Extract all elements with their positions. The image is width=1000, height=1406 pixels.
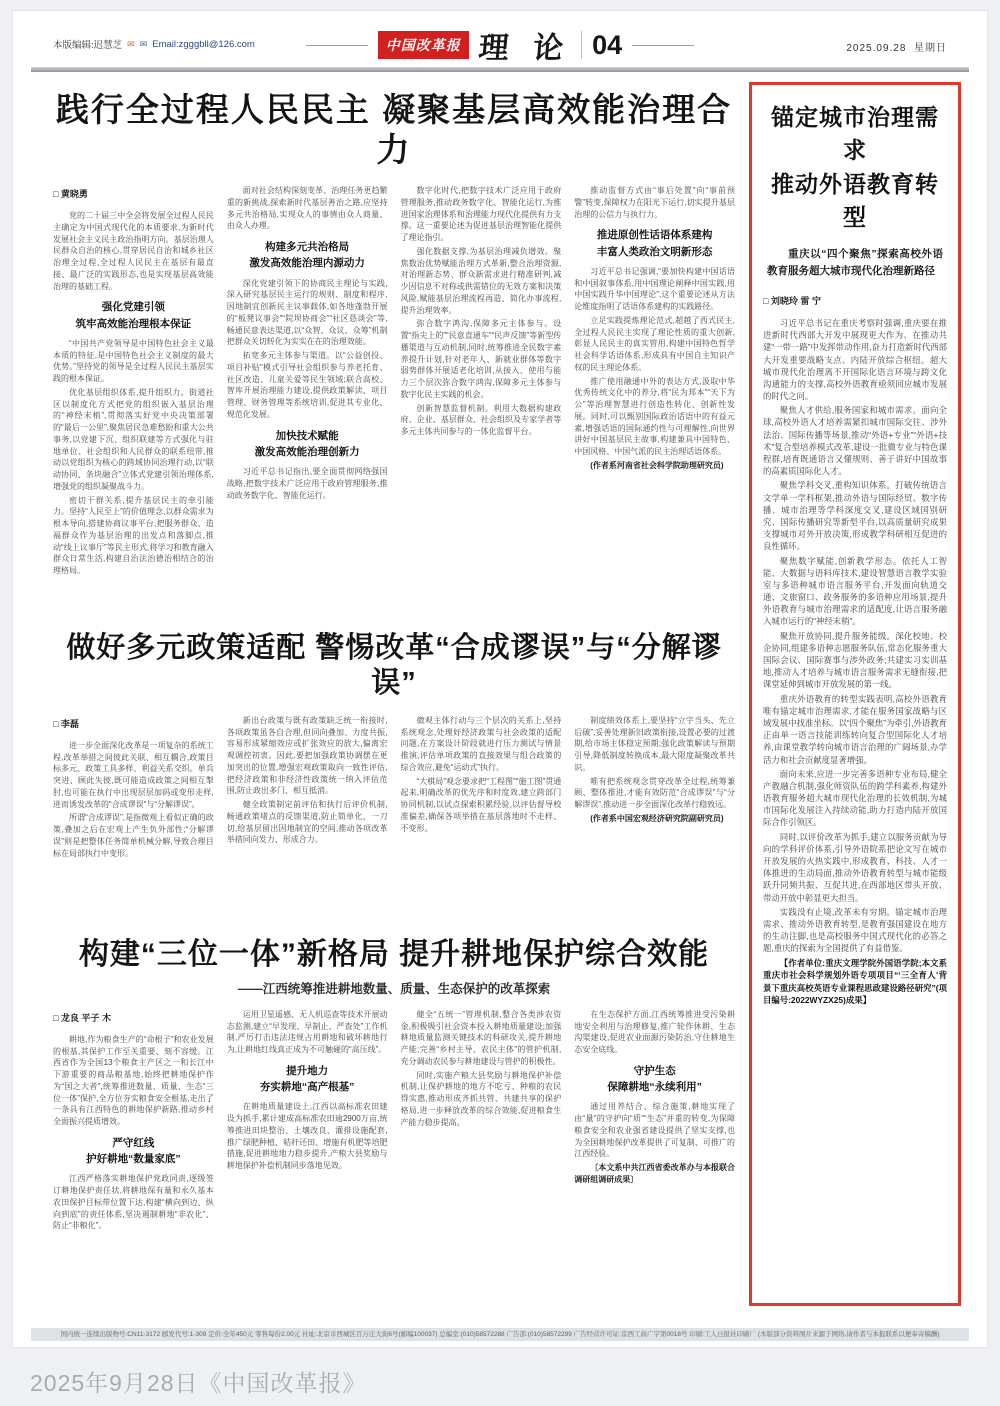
left-articles (53, 82, 735, 1348)
article-columns (53, 715, 735, 921)
red-article-title: 锚定城市治理需求 推动外语教育转型 (771, 104, 939, 231)
article-paragraph: 同时,实施产粮大县奖励与耕地保护补偿机制,让保护耕地的地方不吃亏、种粮的农民得实惠,推动形成齐抓共管、共建共享的保护格局,进一步释放改革的综合效能,促进粮食生产能力稳步提高。 (400, 1070, 562, 1127)
article-column (53, 185, 214, 613)
column-subhead: 守护生态 保障耕地“永续利用” (607, 1064, 702, 1094)
article-paragraph: 耕地,作为粮食生产的“命根子”和农业发展的根基,其保护工作至关重要、刻不容缓。江西省作为全国13个粮食主产区之一和长江中下游重要的商品粮基地,始终把耕地保护作为“国之大者”,统筹推进数量、质量、生态“三位一体”保护,全方位夯实粮食安全根基,走出了一条具有江西特色的耕地保护新路,推动乡村全面振兴提质增效。 (53, 1034, 214, 1127)
red-article-paragraph: 聚焦数字赋能,创新教学形态。依托人工智能、大数据与语料库技术,建设智慧语言教学实验室与多语种城市语言服务平台,开发面向轨道交通、文旅窗口、政务服务的多语种应用场景,提升外语教育与城市治理需求的适配度,让语言服务融入城市运行的“神经末梢”。 (763, 555, 947, 627)
article-subtitle: ——江西统筹推进耕地数量、质量、生态保护的改革探索 (237, 981, 551, 996)
article-paragraph: 优化基层组织体系,提升组织力。街道社区以制度化方式把党的组织嵌入基层治理的“神经末梢”,贯彻落实好党中央决策部署的“最后一公里”,聚焦居民急难愁盼和重大公共事务,以党建下沉、组织联建等方式强化与驻地单位、社会组织和人民群众的联系纽带,推动以党组织为核心的跨域协同治理行动,以“联动协同、条块融合”立体式党建引领治理体系,增强党的组织凝聚战斗力。 (53, 387, 214, 491)
article-paragraph: 深化党建引领下的协商民主理论与实践,深入研究基层民主运行的规则、制度和程序,因地制宜创新民主议事载体,如各地蓬勃开展的“板凳议事会”“院坝协商会”“社区恳谈会”等,畅通民意表达渠道,以“众智、众议、众筹”机制把群众关切转化为实实在在的治理效能。 (226, 278, 388, 347)
publication-info-line: 国内统一连续出版物号:CN11-3172 邮发代号:1-309 定价:全年450元 零售每份2.00元 社址:北京市西城区百万庄大街6号(邮编100037) 总编室:(010)58572288 广告部:(010)58572299 广告经营许可证:京西工商广字第0018号 印刷:工人日报社印刷厂 (本版部分资料图片来源于网络,请作者与本报联系以便奉寄稿酬) (31, 1328, 969, 1341)
article-paragraph: 立足实践提炼理论范式,超越了西式民主,全过程人民民主实现了理论性质的重大创新,彰显人民民主的真实管用,构建中国特色哲学社会科学话语体系,形成具有中国自主知识产权的民主理论体系。 (574, 315, 735, 372)
red-article-paragraph: 聚焦开放协同,提升服务能级。深化校地、校企协同,组建多语种志愿服务队伍,常态化服务重大国际会议、国际赛事与涉外政务;共建实习实训基地,推动人才培养与城市语言服务需求无缝衔接,把课堂延伸到城市开放发展的第一线。 (763, 630, 947, 690)
article-paragraph: 健全“五统一”管理机制,整合各类涉农资金,积极吸引社会资本投入耕地质量建设;加强耕地质量监测关键技术的科研攻关,提升耕地产能;完善“乡村主导、农民主体”的管护机制,充分调动农民参与耕地建设与管护的积极性。 (400, 1009, 562, 1066)
article-column (574, 185, 735, 613)
article-farmland (53, 937, 735, 1348)
article-author: □ 黄晓勇 (53, 189, 88, 200)
masthead-row (13, 23, 987, 67)
bottom-caption: 2025年9月28日《中国改革报》 (30, 1370, 367, 1396)
red-article-author: □ 刘晓玲 雷 宁 (763, 295, 821, 306)
page-number: 04 (592, 29, 623, 60)
page-header (13, 11, 987, 67)
article-paragraph: 推广使用融通中外的表达方式,汲取中华优秀传统文化中的养分,将“民为邦本”“天下为公”等治理智慧进行创造性转化、创新性发展。同时,可以甄别国际政治话语中的有益元素,增强话语的国际通约性与可理解性,向世界讲好中国基层民主故事,构建兼具中国特色、中国风格、中国气派的民主治理话语体系。 (574, 376, 735, 457)
article-paragraph: 强化数据支撑,为基层治理减负增效。聚焦数治优势赋能治理方式革新,整合治理资源,对治理新态势、群众新需求进行精准研判,减少因信息不对称或供需错位的无效方案和决策风险,赋能基层治理流程再造、简化办事流程,提升治理效率。 (400, 246, 562, 315)
red-article-paragraph: 习近平总书记在重庆考察时强调,重庆要在推进新时代西部大开发中展现更大作为、在推动共建“一带一路”中发挥带动作用,奋力打造新时代西部大开发重要战略支点、内陆开放综合枢纽。超大城市现代化治理离不开国际化语言环境与跨文化沟通能力的支撑,高校外语教育亟须回应城市发展的时代之问。 (763, 317, 947, 402)
article-paragraph: 进一步全面深化改革是一项复杂的系统工程,改革举措之间彼此关联、相互耦合,政策目标多元、政策工具多样、利益关系交织。单兵突进、顾此失彼,既可能造成政策之间相互掣肘,也可能在执行中出现层层加码或变形走样,进而诱发改革的“合成谬误”与“分解谬误”。 (53, 740, 214, 809)
article-columns (53, 185, 735, 613)
article-columns (53, 1009, 735, 1348)
column-subhead: 严守红线 护好耕地“数量家底” (86, 1136, 181, 1166)
article-paragraph: 习近平总书记强调,“要加快构建中国话语和中国叙事体系,用中国理论阐释中国实践,用中国实践升华中国理论”,这个重要论述从方法论维度指明了话语体系建构的实践路径。 (574, 266, 735, 312)
article-paragraph: “大棋局”观念要求把“工程图”“施工图”贯通起来,明确改革的优先序和时度效,建立跨部门协同机制,以试点探索积累经验,以评估督导校准偏差,确保各项举措在基层落地时不走样、不变形。 (400, 776, 562, 833)
article-endnote: 〔本文系中共江西省委改革办与本报联合调研组调研成果〕 (574, 1163, 735, 1184)
article-column (53, 715, 214, 921)
red-article-subtitle: 重庆以“四个聚焦”探索高校外语教育服务超大城市现代化治理新路径 (767, 248, 943, 278)
article-headline: 做好多元政策适配 警惕改革“合成谬误”与“分解谬误” (66, 632, 722, 699)
column-subhead: 提升地力 夯实耕地“高产根基” (259, 1064, 355, 1094)
red-article-paragraph: 面向未来,应进一步完善多语种专业布局,健全产教融合机制,强化师资队伍的跨学科素养,构建外语教育服务超大城市现代化治理的长效机制,为城市国际化发展注入持续动能,助力打造内陆开放国际合作引领区。 (763, 768, 947, 828)
article-paragraph: 新出台政策与既有政策缺乏统一衔接时,各项政策虽各自合理,但同向叠加、力度共振,容易形成紧缩效应或扩张效应的放大,偏离宏观调控初衷。因此,要把加强政策协调摆在更加突出的位置,增强宏观政策取向一致性评估,把经济政策和非经济性政策统一纳入评估范围,防止政出多门、相互抵消。 (226, 715, 388, 796)
article-headline: 践行全过程人民民主 凝聚基层高效能治理合力 (55, 91, 733, 168)
mail-icon: ✉ (127, 38, 135, 49)
article-paragraph: 拓宽多元主体参与渠道。以“公益创投、项目补贴”模式引导社会组织参与养老托育、社区改造、儿童关爱等民生领域;联合高校、智库开展治理能力建设,提供政策解读、项目管理、财务管理等系统培训,促进其专业化、规范化发展。 (226, 351, 388, 419)
article-paragraph: 健全政策制定前评估和执行后评价机制,畅通政策堵点的反馈渠道,防止简单化、一刀切,给基层留出因地制宜的空间,推动各项改革举措同向发力、形成合力。 (226, 800, 388, 845)
newspaper-logo: 中国改革报 (378, 31, 469, 59)
header-rule-left (306, 45, 368, 46)
article-column (574, 1009, 735, 1348)
article-paragraph: 弥合数字鸿沟,保障多元主体参与。设置“指尖上的”“民意直通车”“民声反馈”等新型传播渠道与互动机制,同时,统筹推进全民数字素养提升计划,针对老年人、新就业群体等数字弱势群体开展适老化培训,从接入、使用与能力三个层次弥合数字鸿沟,保障多元主体参与数字化民主实践的机会。 (400, 319, 562, 399)
column-subhead: 强化党建引领 筑牢高效能治理根本保证 (75, 301, 192, 330)
section-title: 理 论 (477, 32, 573, 65)
article-paragraph: 推动监督方式由“事后处置”向“事前预警”转变,保障权力在阳光下运行,切实提升基层治理的公信力与执行力。 (574, 186, 735, 219)
column-subhead: 加快技术赋能 激发高效能治理创新力 (254, 429, 360, 458)
article-paragraph: 制度绩效体系上,要坚持“立字当头、先立后破”,妥善处理新旧政策衔接,设置必要的过渡期,给市场主体稳定预期;强化政策解读与预期引导,降低制度转换成本,最大限度凝聚改革共识。 (574, 715, 735, 772)
article-column (53, 1009, 214, 1348)
red-article-fund-note: 【作者单位:重庆文理学院外国语学院;本文系重庆市社会科学规划外语专项项目“‘三全育人’背景下重庆高校英语专业课程思政建设路径研究”(项目编号:2022WYZX25)成果】 (763, 957, 947, 1006)
article-paragraph: 创新智慧监督机制。利用大数据构建政府、企业、基层群众、社会组织及专家学者等多元主体共同参与的一体化监督平台。 (400, 403, 562, 437)
column-subhead: 推进原创性话语体系建构 丰富人类政治文明新形态 (596, 229, 713, 258)
article-paragraph: 密切干群关系,提升基层民主的牵引能力。坚持“人民至上”的价值理念,以群众需求为根本导向,搭建协商议事平台,把服务群众、造福群众作为基层治理的出发点和落脚点,推动“线上议事厅”等民主形式,将学习和教育融入群众日常生活,构建自治法治德治相结合的治理格局。 (53, 495, 214, 576)
article-paragraph: “中国共产党领导是中国特色社会主义最本质的特征,是中国特色社会主义制度的最大优势。”坚持党的领导是全过程人民民主基层实践的根本保证。 (53, 338, 214, 384)
article-paragraph: 习近平总书记指出,要全面贯彻网络强国战略,把数字技术广泛应用于政府管理服务,推动政务数字化、智能化运行。 (226, 467, 388, 500)
red-article-paragraph: 聚焦学科交叉,重构知识体系。打破传统语言文学单一学科框架,推动外语与国际经贸、数字传播、城市治理等学科深度交叉,建设区域国别研究、国际传播研究等新型平台,以高质量研究成果支撑城市对外开放决策,形成教学科研相互促进的良性循环。 (763, 480, 947, 552)
editor-name: 本版编辑:迟慧芝 (53, 40, 123, 51)
red-boxed-article (749, 82, 961, 1306)
header-bar (31, 67, 969, 72)
article-author: □ 龙良 平子 木 (53, 1012, 111, 1023)
article-paragraph: 唯有把系统观念贯穿改革全过程,统筹兼顾、整体推进,才能有效防范“合成谬误”与“分解谬误”,推动进一步全面深化改革行稳致远。 (574, 776, 735, 810)
red-article-body (763, 317, 947, 1007)
article-paragraph: 通过用养结合、综合施策,耕地实现了由“量”的守护向“质”“生态”并重的转变,为保障粮食安全和农业强省建设提供了坚实支撑,也为全国耕地保护改革提供了可复制、可推广的江西经验。 (574, 1102, 735, 1159)
header-rule-right (632, 45, 694, 46)
article-paragraph: 在耕地质量建设上,江西以高标准农田建设为抓手,累计建成高标准农田逾2900万亩,统筹推进田块整治、土壤改良、灌排设施配套,推广绿肥种植、秸秆还田、增施有机肥等培肥措施,促进耕地地力稳步提升,产粮大县奖励与耕地保护补偿机制同步落地见效。 (226, 1102, 388, 1171)
article-policy-fallacy (53, 631, 735, 921)
article-column (227, 185, 388, 613)
column-subhead: 构建多元共治格局 激发高效能治理内源动力 (249, 241, 365, 270)
red-article-paragraph: 实践没有止境,改革未有穷期。锚定城市治理需求、推动外语教育转型,是教育强国建设在地方的生动注脚,也是高校服务中国式现代化的必答之题,重庆的探索为全国提供了有益借鉴。 (763, 906, 947, 954)
article-paragraph: 微观主体行动与三个层次的关系上,坚持系统观念,处理好经济政策与社会政策的适配问题,在方案设计阶段就进行压力测试与情景推演,评估单项政策的直接效果与组合政策的综合效应,避免“运动式”执行。 (400, 715, 562, 772)
article-column (401, 185, 562, 613)
header-divider (581, 31, 582, 59)
article-column (227, 1009, 388, 1348)
article-headline: 构建“三位一体”新格局 提升耕地保护综合效能 (78, 937, 710, 971)
article-paragraph: 江西严格落实耕地保护党政同责,逐级签订耕地保护责任状,将耕地保有量和永久基本农田保护目标带位置下达,构建“横向到边、纵向到底”的责任体系,坚决遏制耕地“非农化”、防止“非粮化”。 (53, 1174, 214, 1231)
editor-email: Email:zgggbll@126.com (152, 38, 255, 50)
article-paragraph: 面对社会结构深刻变革、治理任务更趋繁重的新挑战,探索新时代基层善治之路,应坚持多元共治格局,实现众人的事情由众人商量、由众人办理。 (226, 186, 388, 231)
article-author: □ 李磊 (53, 718, 79, 729)
red-article-paragraph: 聚焦人才供给,服务国家和城市需求。面向全球,高校外语人才培养需紧扣城市国际交往、涉外法治、国际传播等场景,推动“外语+专业”“外语+技术”复合型培养模式改革,建设一批微专业与特色课程群,培育既通语言又懂规则、善于讲好中国故事的高素质国际化人才。 (763, 405, 947, 477)
article-column (401, 715, 562, 921)
article-column (574, 715, 735, 921)
article-column (227, 715, 388, 921)
article-democracy (53, 90, 735, 613)
article-endnote: (作者系河南省社会科学院助理研究员) (590, 460, 724, 470)
red-article-paragraph: 重庆外语教育的转型实践表明,高校外语教育唯有锚定城市治理需求,才能在服务国家战略与区域发展中找准坐标。以“四个聚焦”为牵引,外语教育正由单一语言技能训练转向复合型国际化人才培养,由课堂教学转向城市语言治理的广阔场景,办学活力和社会贡献度显著增强。 (763, 693, 947, 765)
article-column (401, 1009, 562, 1348)
article-paragraph: 所谓“合成谬误”,是指微观上看似正确的政策,叠加之后在宏观上产生负外部性;“分解谬误”则是把整体任务简单机械分解,导致合理目标在局部执行中变形。 (53, 813, 214, 858)
envelope-icon: ✉ (139, 38, 148, 49)
article-paragraph: 数字化时代,把数字技术广泛应用于政府管理服务,推动政务数字化、智能化运行,为推进国家治理体系和治理能力现代化提供有力支撑。这一重要论述为促进基层治理智能化提供了理论指引。 (400, 186, 562, 243)
article-paragraph: 运用卫星遥感、无人机巡查等技术开展动态监测,建立“早发现、早制止、严查处”工作机制,严厉打击违法违规占用耕地和破坏耕地行为,让耕地红线真正成为不可触碰的“高压线”。 (226, 1009, 388, 1055)
article-paragraph: 党的二十届三中全会将发展全过程人民民主确定为中国式现代化的本质要求,为新时代发展社会主义民主政治指明方向。基层治理人民群众自治的核心,贯穿居民自治和城乡社区治理全过程,全过程人民民主在基层有最直接、最广泛的实践形态,也是实现基层高效能治理的基础工程。 (53, 211, 214, 291)
red-article-paragraph: 同时,以评价改革为抓手,建立以服务贡献为导向的学科评价体系,引导外语院系把论文写在城市开放发展的火热实践中,形成教育、科技、人才一体推进的生动局面,推动外语教育转型与城市能级跃升同频共振、互促共进,在西部地区带头开放、带动开放中彰显更大担当。 (763, 831, 947, 903)
weekday: 星期日 (914, 43, 947, 54)
issue-date: 2025.09.28 (846, 43, 907, 54)
newspaper-page (12, 10, 988, 1348)
date-line (846, 39, 947, 54)
article-paragraph: 在生态保护方面,江西统筹推进受污染耕地安全利用与治理修复,推广轮作休耕、生态沟渠建设,促进农业面源污染防治,守住耕地生态安全底线。 (574, 1009, 735, 1055)
main-content (53, 82, 961, 1348)
article-endnote: (作者系中国宏观经济研究院副研究员) (590, 813, 724, 823)
